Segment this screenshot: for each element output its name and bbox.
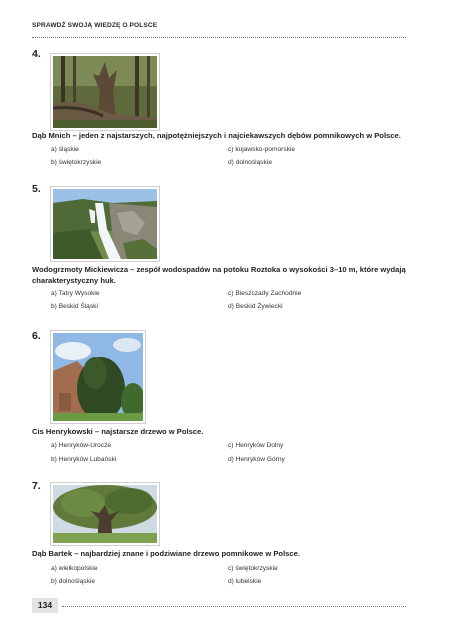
question-6-option-b[interactable]: b) Henryków Lubański (51, 456, 117, 463)
page-header-title: SPRAWDŹ SWOJĄ WIEDZĘ O POLSCE (32, 22, 158, 29)
question-4-number: 4. (32, 48, 41, 60)
question-6-option-d[interactable]: d) Henryków Górny (228, 456, 285, 463)
question-5-option-a[interactable]: a) Tatry Wysokie (51, 290, 100, 297)
question-7-option-d[interactable]: d) lubelskie (228, 578, 262, 585)
question-4-option-d[interactable]: d) dolnośląskie (228, 159, 272, 166)
question-5-photo (50, 186, 160, 262)
question-5-option-c[interactable]: c) Bieszczady Zachodnie (228, 290, 302, 297)
question-5-option-d[interactable]: d) Beskid Żywiecki (228, 303, 283, 310)
question-6-number: 6. (32, 330, 41, 342)
footer-divider (62, 606, 406, 607)
question-7-option-c[interactable]: c) świętokrzyskie (228, 565, 278, 572)
page-number: 134 (32, 598, 58, 613)
question-5-number: 5. (32, 183, 41, 195)
question-7-number: 7. (32, 480, 41, 492)
question-7-option-a[interactable]: a) wielkopolskie (51, 565, 98, 572)
waterfall-image (53, 189, 157, 259)
question-6-photo (50, 330, 146, 424)
question-4-option-c[interactable]: c) kujawsko-pomorskie (228, 146, 296, 153)
question-5-option-b[interactable]: b) Beskid Śląski (51, 303, 98, 310)
question-7-photo (50, 482, 160, 546)
question-4-text: Dąb Mnich – jeden z najstarszych, najpotężniejszych i najciekawszych dębów pomnikowych w Polsce. (32, 131, 401, 140)
question-5-text: Wodogrzmoty Mickiewicza – zespół wodospadów na potoku Roztoka o wysokości 3–10 m, które wydają charakterystyczny huk. (32, 265, 406, 285)
question-4-option-b[interactable]: b) świętokrzyskie (51, 159, 102, 166)
question-4-photo (50, 53, 160, 131)
question-6-option-a[interactable]: a) Henryków-Urocze (51, 442, 112, 449)
oak-tree-image (53, 56, 157, 128)
question-4-option-a[interactable]: a) śląskie (51, 146, 79, 153)
yew-tree-image (53, 333, 143, 421)
question-6-text: Cis Henrykowski – najstarsze drzewo w Polsce. (32, 427, 204, 436)
oak-bartek-image (53, 485, 157, 543)
question-6-option-c[interactable]: c) Henryków Dolny (228, 442, 284, 449)
question-7-text: Dąb Bartek – najbardziej znane i podziwiane drzewo pomnikowe w Polsce. (32, 549, 300, 558)
header-divider (32, 37, 406, 38)
question-7-option-b[interactable]: b) dolnośląskie (51, 578, 95, 585)
